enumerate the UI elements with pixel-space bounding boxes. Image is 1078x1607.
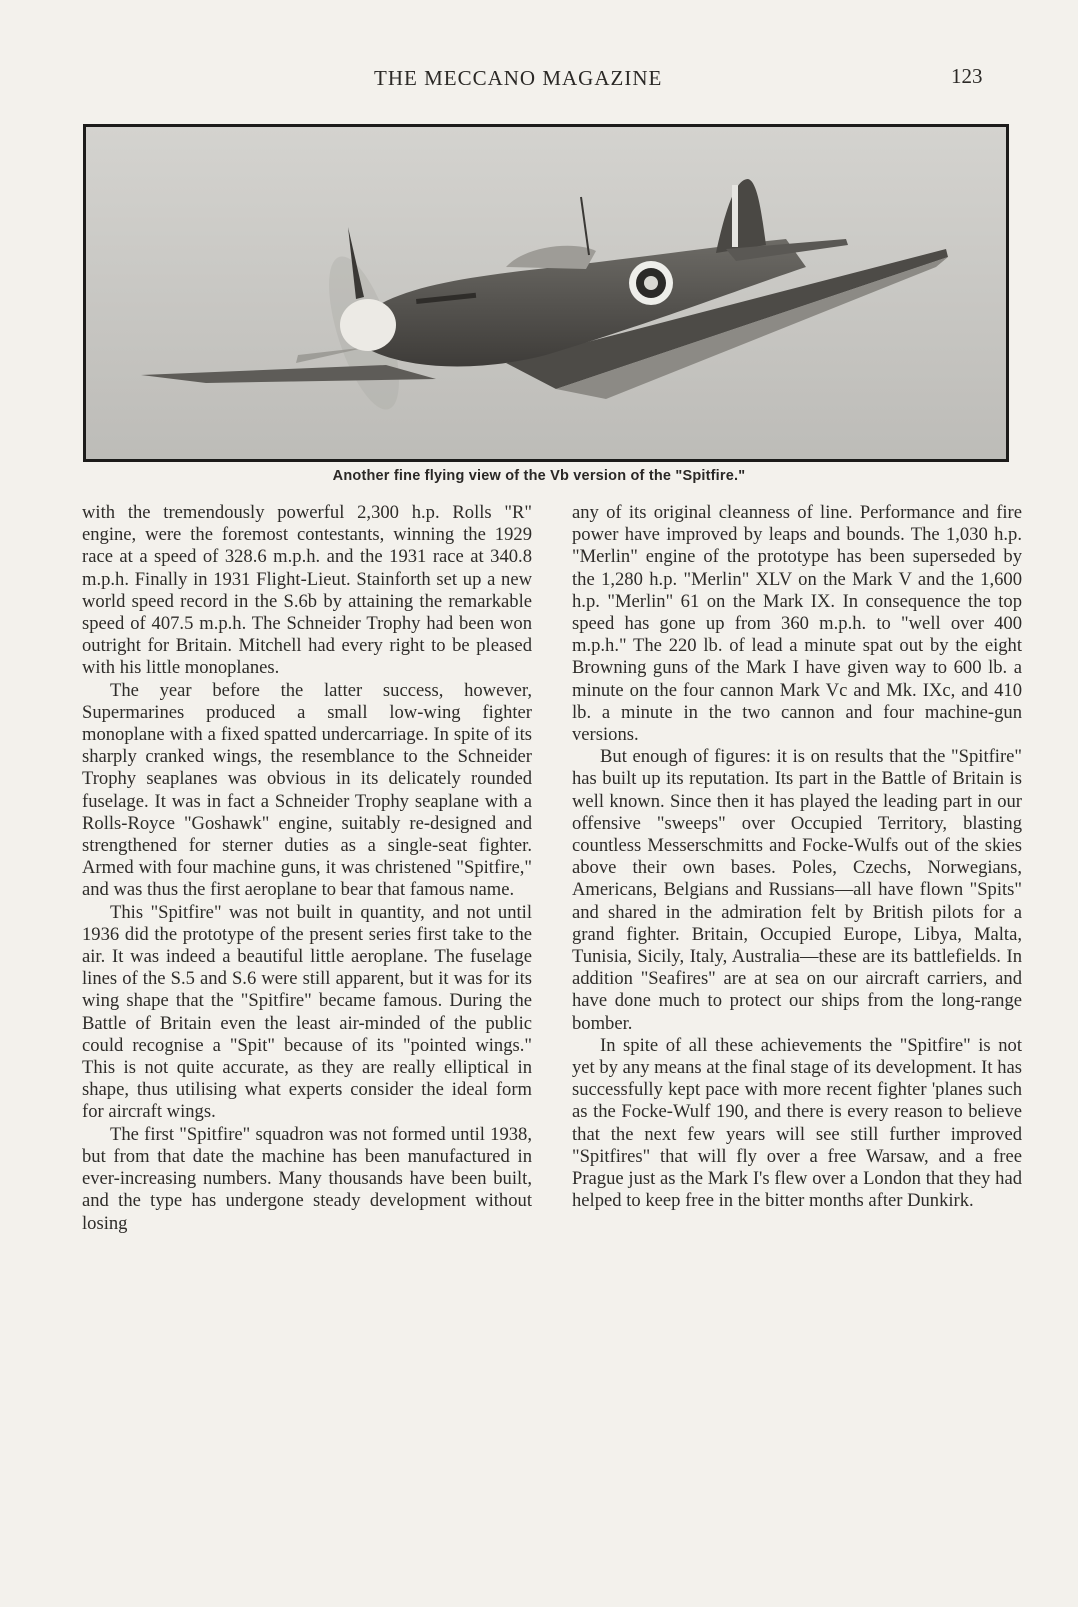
page-number: 123: [951, 64, 983, 88]
photo-caption: Another fine flying view of the Vb version of the "Spitfire.": [332, 468, 746, 484]
paragraph: This "Spitfire" was not built in quantity, and not until 1936 did the prototype of the present series first take to the air. It was indeed a beautiful little aeroplane. The fuselage lines of the S.5 and S.6 were still apparent, but it was for its wing shape that the "Spitfire" became famous. During the Battle of Britain even the least air-minded of the public could recognise a "Spit" because of its "pointed wings." This is not quite accurate, as they are really elliptical in shape, thus utilising what experts consider the ideal form for aircraft wings.: [82, 901, 532, 1123]
paragraph: The first "Spitfire" squadron was not formed until 1938, but from that date the machine has been manufactured in ever-increasing numbers. Many thousands have been built, and the type has undergone steady development without losing: [82, 1123, 532, 1234]
paragraph: The year before the latter success, however, Supermarines produced a small low-wing fighter monoplane with a fixed spatted undercarriage. In spite of its sharply cranked wings, the resemblance to the Schneider Trophy seaplanes was obvious in its delicately rounded fuselage. It was in fact a Schneider Trophy seaplane with a Rolls-Royce "Goshawk" engine, suitably re-designed and strengthened for sterner duties as a single-seat fighter. Armed with four machine guns, it was christened "Spitfire," and was thus the first aeroplane to bear that famous name.: [82, 679, 532, 901]
paragraph: But enough of figures: it is on results that the "Spitfire" has built up its reputation. Its part in the Battle of Britain is well known. Since then it has played the leading part in our offensive "sweeps" over Occupied Territory, blasting countless Messerschmitts and Focke-Wulfs out of the skies above their own bases. Poles, Czechs, Norwegians, Americans, Belgians and Russians—all have flown "Spits" and shared in the admiration felt by British pilots for a grand fighter. Britain, Occupied Europe, Libya, Malta, Tunisia, Sicily, Italy, Australia—these are its battlefields. In addition "Seafires" are at sea on our aircraft carriers, and have done much to protect our ships from the long-range bomber.: [572, 746, 1022, 1034]
page-header: [0, 62, 1078, 98]
magazine-title: THE MECCANO MAGAZINE: [374, 66, 663, 90]
article-column-left: [82, 502, 532, 1235]
spitfire-aircraft-icon: [86, 127, 1006, 459]
paragraph: any of its original cleanness of line. Performance and fire power have improved by leaps and bounds. The 1,030 h.p. "Merlin" engine of the prototype has been superseded by the 1,280 h.p. "Merlin" XLV on the Mark V and the 1,600 h.p. "Merlin" 61 on the Mark IX. In consequence the top speed has gone up from 360 m.p.h. to "well over 400 m.p.h." The 220 lb. of lead a minute spat out by the eight Browning guns of the Mark I have given way to 600 lb. a minute on the four cannon Mark Vc and Mk. IXc, and 410 lb. a minute in the two cannon and four machine-gun versions.: [572, 502, 1022, 746]
paragraph: with the tremendously powerful 2,300 h.p. Rolls "R" engine, were the foremost contestants, winning the 1929 race at a speed of 328.6 m.p.h. and the 1931 race at 340.8 m.p.h. Finally in 1931 Flight-Lieut. Stainforth set up a new world speed record in the S.6b by attaining the remarkable speed of 407.5 m.p.h. The Schneider Trophy had been won outright for Britain. Mitchell had every right to be pleased with his little monoplanes.: [82, 502, 532, 679]
paragraph: In spite of all these achievements the "Spitfire" is not yet by any means at the final stage of its development. It has successfully kept pace with more recent fighter 'planes such as the Focke-Wulf 190, and there is every reason to believe that the next few years will see still further improved "Spitfires" that will fly over a free Warsaw, and a free Prague just as the Mark I's flew over a London that they had helped to keep free in the bitter months after Dunkirk.: [572, 1034, 1022, 1212]
article-column-right: [572, 502, 1022, 1213]
spitfire-photo: [83, 124, 1009, 462]
